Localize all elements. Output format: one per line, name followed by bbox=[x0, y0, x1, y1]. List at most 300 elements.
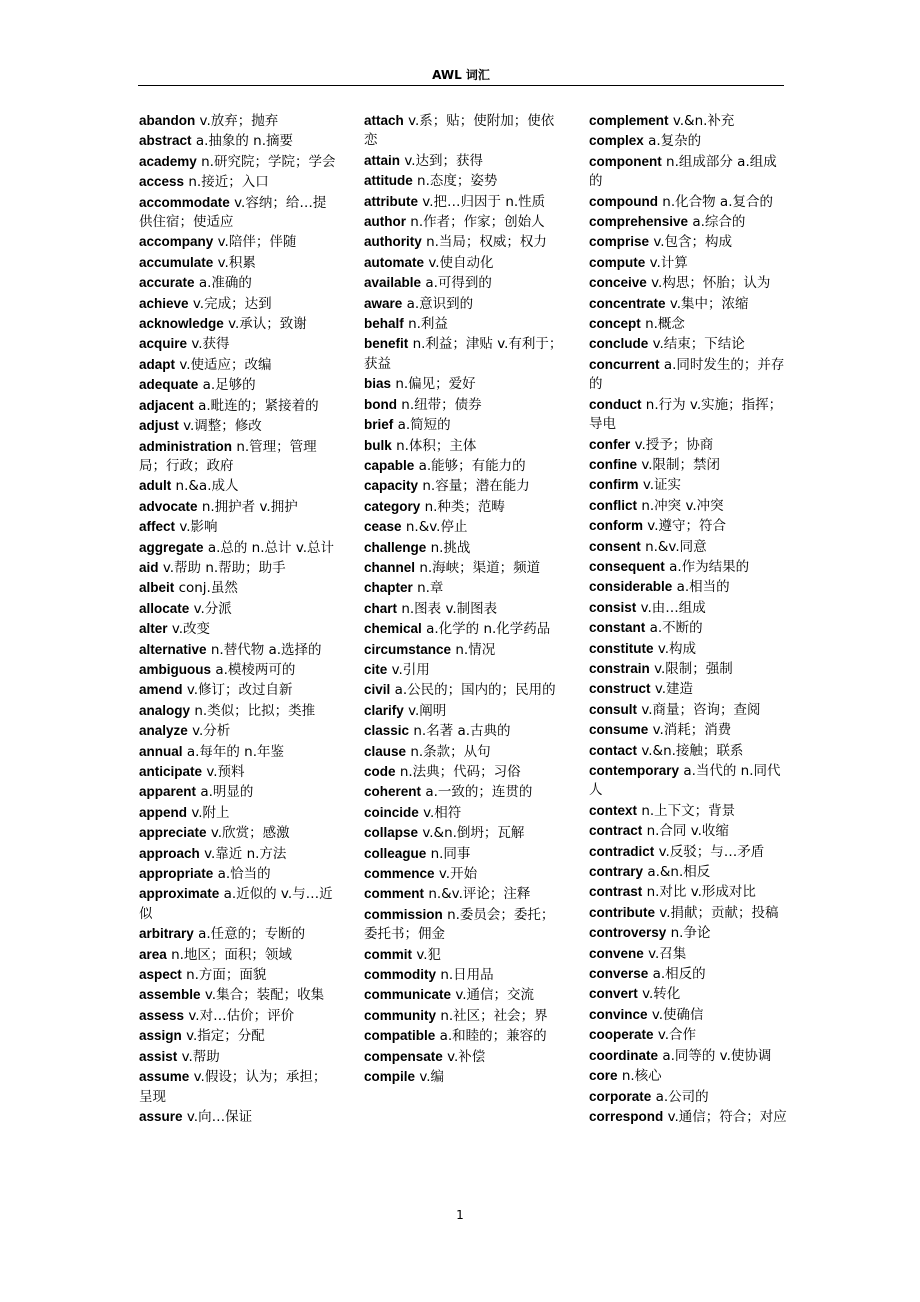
vocab-definition: a.公司的 bbox=[655, 1088, 709, 1105]
vocab-entry bbox=[364, 497, 564, 517]
vocab-word: attain bbox=[364, 152, 401, 168]
vocab-definition: a.和睦的；兼容的 bbox=[439, 1028, 547, 1045]
vocab-entry bbox=[139, 355, 339, 375]
vocab-entry bbox=[589, 435, 789, 455]
vocab-entry bbox=[589, 1005, 789, 1025]
vocab-word: contract bbox=[589, 823, 643, 839]
vocab-entry bbox=[364, 884, 564, 904]
vocab-definition: v.积累 bbox=[217, 254, 256, 271]
vocab-word: converse bbox=[589, 966, 649, 982]
vocab-word: cooperate bbox=[589, 1027, 654, 1043]
vocab-definition: a.抽象的 n.摘要 bbox=[195, 133, 294, 150]
vocab-entry bbox=[139, 273, 339, 293]
vocab-entry bbox=[139, 1026, 339, 1046]
vocab-entry bbox=[139, 782, 339, 802]
vocab-entry bbox=[139, 660, 339, 680]
vocab-word: contrary bbox=[589, 864, 644, 880]
vocab-definition: n.委员会；委托；委托书；佣金 bbox=[364, 906, 555, 943]
vocab-word: accurate bbox=[139, 275, 195, 291]
page-number: 1 bbox=[456, 1208, 464, 1222]
vocab-definition: v.&n.接触；联系 bbox=[641, 742, 744, 759]
vocab-word: approach bbox=[139, 845, 200, 861]
vocab-definition: n.态度；姿势 bbox=[417, 173, 498, 190]
vocab-word: corporate bbox=[589, 1088, 652, 1104]
vocab-definition: v.由…组成 bbox=[640, 599, 706, 616]
vocab-entry bbox=[364, 864, 564, 884]
vocab-word: constitute bbox=[589, 640, 654, 656]
vocab-column-1 bbox=[139, 111, 339, 1127]
vocab-definition: v.相符 bbox=[423, 804, 462, 821]
vocab-word: annual bbox=[139, 743, 183, 759]
vocab-definition: v.达到；获得 bbox=[404, 152, 484, 169]
vocab-definition: a.当代的 n.同代人 bbox=[589, 763, 781, 799]
vocab-definition: a.能够；有能力的 bbox=[418, 457, 526, 474]
vocab-word: category bbox=[364, 498, 421, 514]
vocab-word: behalf bbox=[364, 316, 404, 332]
vocab-entry bbox=[139, 437, 339, 477]
vocab-word: concept bbox=[589, 316, 641, 332]
vocab-entry bbox=[139, 396, 339, 416]
vocab-word: challenge bbox=[364, 539, 427, 555]
vocab-definition: n.图表 v.制图表 bbox=[401, 600, 498, 617]
vocab-entry bbox=[589, 618, 789, 638]
vocab-entry bbox=[139, 172, 339, 192]
vocab-entry bbox=[589, 557, 789, 577]
vocab-entry bbox=[364, 1026, 564, 1046]
vocab-entry bbox=[139, 762, 339, 782]
vocab-definition: a.准确的 bbox=[198, 275, 252, 292]
vocab-entry bbox=[364, 456, 564, 476]
vocab-word: assign bbox=[139, 1028, 182, 1044]
vocab-entry bbox=[589, 475, 789, 495]
vocab-word: conclude bbox=[589, 336, 649, 352]
vocab-definition: v.附上 bbox=[191, 804, 230, 821]
vocab-definition: v.证实 bbox=[642, 477, 682, 494]
vocab-definition: v.分派 bbox=[193, 600, 232, 617]
vocab-word: accommodate bbox=[139, 194, 230, 210]
vocab-entry bbox=[139, 1067, 339, 1107]
vocab-word: consume bbox=[589, 722, 649, 738]
vocab-entry bbox=[139, 640, 339, 660]
vocab-definition: v.改变 bbox=[171, 621, 211, 638]
vocab-definition: a.复杂的 bbox=[648, 133, 702, 150]
vocab-definition: n.方面；面貌 bbox=[186, 967, 267, 984]
vocab-word: automate bbox=[364, 254, 425, 270]
vocab-entry bbox=[364, 985, 564, 1005]
vocab-entry bbox=[364, 721, 564, 741]
vocab-entry bbox=[139, 538, 339, 558]
vocab-definition: n.利益；津贴 v.有利于；获益 bbox=[364, 336, 563, 372]
vocab-definition: v.靠近 n.方法 bbox=[204, 845, 287, 862]
vocab-entry bbox=[364, 742, 564, 762]
vocab-word: context bbox=[589, 802, 638, 818]
vocab-definition: n.拥护者 v.拥护 bbox=[201, 498, 298, 515]
vocab-word: compute bbox=[589, 254, 646, 270]
vocab-definition: n.当局；权威；权力 bbox=[426, 234, 547, 251]
vocab-definition: n.&a.成人 bbox=[175, 478, 239, 495]
vocab-word: convene bbox=[589, 945, 644, 961]
vocab-definition: v.通信；符合；对应 bbox=[667, 1108, 787, 1125]
vocab-entry bbox=[139, 375, 339, 395]
vocab-definition: a.相当的 bbox=[676, 579, 730, 596]
vocab-word: aid bbox=[139, 559, 159, 575]
vocab-word: available bbox=[364, 275, 422, 291]
vocab-definition: n.海峡；渠道；频道 bbox=[419, 559, 541, 576]
vocab-entry bbox=[139, 680, 339, 700]
vocab-definition: a.一致的；连贯的 bbox=[425, 784, 533, 801]
vocab-word: convince bbox=[589, 1006, 648, 1022]
vocab-definition: n.章 bbox=[417, 580, 444, 597]
vocab-entry bbox=[589, 741, 789, 761]
vocab-definition: v.指定；分配 bbox=[186, 1028, 265, 1045]
vocab-word: advocate bbox=[139, 498, 198, 514]
vocab-word: accumulate bbox=[139, 254, 214, 270]
vocab-definition: v.商量；咨询；查阅 bbox=[641, 701, 761, 718]
vocab-entry bbox=[364, 701, 564, 721]
vocab-definition: a.足够的 bbox=[202, 377, 256, 394]
vocab-definition: a.模棱两可的 bbox=[215, 661, 296, 678]
vocab-entry bbox=[139, 599, 339, 619]
vocab-word: consult bbox=[589, 701, 638, 717]
vocab-word: abandon bbox=[139, 113, 196, 128]
vocab-definition: a.&n.相反 bbox=[647, 864, 711, 881]
vocab-entry bbox=[589, 577, 789, 597]
vocab-column-3 bbox=[589, 111, 789, 1127]
vocab-word: convert bbox=[589, 986, 638, 1002]
vocab-definition: v.帮助 bbox=[181, 1048, 220, 1065]
vocab-definition: v.欣赏；感激 bbox=[210, 825, 290, 842]
vocab-definition: v.转化 bbox=[642, 986, 681, 1003]
vocab-entry bbox=[139, 742, 339, 762]
vocab-word: bond bbox=[364, 396, 397, 412]
vocab-entry bbox=[364, 171, 564, 191]
vocab-word: consequent bbox=[589, 558, 665, 574]
vocab-entry bbox=[589, 273, 789, 293]
vocab-definition: n.情况 bbox=[455, 641, 496, 658]
vocab-word: chemical bbox=[364, 621, 422, 637]
vocab-definition: n.&v.停止 bbox=[405, 519, 468, 536]
vocab-definition: v.承认；致谢 bbox=[228, 316, 307, 333]
vocab-word: compatible bbox=[364, 1028, 436, 1044]
vocab-word: contribute bbox=[589, 904, 655, 920]
vocab-entry bbox=[139, 803, 339, 823]
vocab-definition: v.使自动化 bbox=[428, 254, 494, 271]
vocab-word: comprise bbox=[589, 234, 650, 250]
vocab-word: analogy bbox=[139, 702, 191, 718]
vocab-word: attach bbox=[364, 113, 404, 128]
vocab-entry bbox=[139, 701, 339, 721]
vocab-word: compound bbox=[589, 193, 658, 209]
vocab-definition: v.通信；交流 bbox=[455, 987, 535, 1004]
vocab-word: clause bbox=[364, 743, 407, 759]
vocab-word: assist bbox=[139, 1048, 178, 1064]
vocab-word: civil bbox=[364, 682, 391, 698]
vocab-definition: n.利益 bbox=[408, 316, 448, 333]
vocab-word: considerable bbox=[589, 579, 673, 595]
vocab-entry bbox=[139, 721, 339, 741]
vocab-word: aggregate bbox=[139, 539, 204, 555]
vocab-definition: v.获得 bbox=[191, 336, 230, 353]
vocab-definition: a.明显的 bbox=[200, 784, 254, 801]
vocab-entry bbox=[589, 944, 789, 964]
vocab-entry bbox=[589, 882, 789, 902]
vocab-definition: n.名著 a.古典的 bbox=[413, 723, 511, 740]
vocab-definition: v.犯 bbox=[416, 946, 442, 963]
vocab-definition: v.开始 bbox=[438, 866, 478, 883]
vocab-entry bbox=[589, 720, 789, 740]
vocab-definition: n.管理；管理局；行政；政府 bbox=[139, 438, 317, 474]
vocab-entry bbox=[139, 152, 339, 172]
vocab-entry bbox=[364, 294, 564, 314]
vocab-word: communicate bbox=[364, 987, 452, 1003]
vocab-word: achieve bbox=[139, 295, 189, 311]
vocab-entry bbox=[139, 416, 339, 436]
vocab-word: access bbox=[139, 174, 185, 190]
vocab-entry bbox=[364, 232, 564, 252]
vocab-word: comment bbox=[364, 886, 425, 902]
vocab-word: circumstance bbox=[364, 641, 452, 657]
vocab-word: alter bbox=[139, 621, 168, 637]
vocab-word: aspect bbox=[139, 967, 182, 983]
vocab-entry bbox=[589, 903, 789, 923]
vocab-entry bbox=[364, 578, 564, 598]
vocab-definition: n.&v.评论；注释 bbox=[428, 886, 531, 903]
vocab-entry bbox=[139, 517, 339, 537]
vocab-definition: conj.虽然 bbox=[178, 580, 238, 597]
vocab-entry bbox=[139, 985, 339, 1005]
vocab-definition: a.毗连的；紧接着的 bbox=[198, 397, 319, 414]
vocab-word: append bbox=[139, 804, 188, 820]
vocab-word: coordinate bbox=[589, 1047, 659, 1063]
vocab-entry bbox=[364, 619, 564, 639]
vocab-entry bbox=[139, 1006, 339, 1026]
vocab-entry bbox=[364, 111, 564, 151]
vocab-definition: v.捐献；贡献；投稿 bbox=[659, 904, 779, 921]
vocab-word: allocate bbox=[139, 600, 190, 616]
vocab-entry bbox=[589, 821, 789, 841]
vocab-entry bbox=[364, 558, 564, 578]
vocab-entry bbox=[364, 538, 564, 558]
vocab-definition: v.补偿 bbox=[447, 1048, 486, 1065]
vocab-word: chart bbox=[364, 600, 398, 616]
vocab-definition: n.概念 bbox=[645, 316, 685, 333]
vocab-definition: n.对比 v.形成对比 bbox=[646, 884, 756, 901]
vocab-definition: n.作者；作家；创始人 bbox=[410, 214, 545, 231]
vocab-definition: v.向…保证 bbox=[186, 1108, 253, 1125]
vocab-entry bbox=[139, 111, 339, 131]
vocab-entry bbox=[589, 355, 789, 395]
vocab-definition: v.放弃；抛弃 bbox=[199, 113, 279, 129]
vocab-word: coincide bbox=[364, 804, 419, 820]
vocab-word: contemporary bbox=[589, 763, 680, 778]
vocab-word: authority bbox=[364, 234, 422, 250]
vocab-word: adult bbox=[139, 478, 172, 494]
vocab-entry bbox=[589, 1087, 789, 1107]
vocab-entry bbox=[364, 1047, 564, 1067]
vocab-definition: a.同时发生的；并存的 bbox=[589, 356, 785, 393]
vocab-definition: n.研究院；学院；学会 bbox=[201, 153, 336, 170]
vocab-word: channel bbox=[364, 559, 416, 575]
vocab-entry bbox=[364, 1006, 564, 1026]
vocab-definition: a.综合的 bbox=[692, 214, 746, 231]
vocab-word: attribute bbox=[364, 193, 418, 209]
vocab-word: capacity bbox=[364, 478, 419, 494]
vocab-word: benefit bbox=[364, 336, 409, 352]
vocab-entry bbox=[139, 1107, 339, 1127]
vocab-entry bbox=[139, 253, 339, 273]
vocab-definition: v.包含；构成 bbox=[653, 234, 733, 251]
vocab-word: adapt bbox=[139, 356, 176, 372]
vocab-definition: n.容量；潜在能力 bbox=[422, 478, 530, 495]
vocab-entry bbox=[589, 639, 789, 659]
vocab-word: confer bbox=[589, 436, 631, 452]
vocab-entry bbox=[139, 578, 339, 598]
vocab-definition: n.体积；主体 bbox=[396, 437, 477, 454]
vocab-definition: v.假设；认为；承担；呈现 bbox=[139, 1069, 327, 1105]
vocab-definition: v.集中；浓缩 bbox=[669, 295, 749, 312]
vocab-word: assume bbox=[139, 1069, 190, 1085]
vocab-entry bbox=[364, 517, 564, 537]
vocab-word: alternative bbox=[139, 641, 207, 657]
vocab-word: confirm bbox=[589, 477, 639, 493]
vocab-entry bbox=[364, 374, 564, 394]
vocab-entry bbox=[364, 905, 564, 945]
vocab-entry bbox=[139, 232, 339, 252]
vocab-definition: v.帮助 n.帮助；助手 bbox=[162, 559, 286, 576]
vocab-entry bbox=[364, 762, 564, 782]
vocab-entry bbox=[364, 640, 564, 660]
vocab-word: compensate bbox=[364, 1048, 443, 1064]
vocab-definition: v.召集 bbox=[648, 945, 687, 962]
vocab-definition: v.使确信 bbox=[651, 1006, 704, 1023]
vocab-definition: n.冲突 v.冲突 bbox=[641, 497, 724, 514]
vocab-word: bulk bbox=[364, 437, 392, 453]
vocab-definition: n.行为 v.实施；指挥；导电 bbox=[589, 396, 783, 433]
vocab-word: academy bbox=[139, 153, 197, 169]
vocab-word: capable bbox=[364, 457, 415, 473]
vocab-entry bbox=[364, 212, 564, 232]
vocab-entry bbox=[364, 965, 564, 985]
vocab-definition: v.计算 bbox=[649, 254, 688, 271]
vocab-word: bias bbox=[364, 376, 392, 392]
vocab-definition: v.&n.补充 bbox=[672, 113, 735, 129]
vocab-entry bbox=[364, 803, 564, 823]
vocab-definition: v.分析 bbox=[192, 723, 231, 740]
vocab-word: construct bbox=[589, 681, 651, 697]
vocab-entry bbox=[589, 801, 789, 821]
vocab-entry bbox=[589, 679, 789, 699]
vocab-word: commodity bbox=[364, 967, 437, 983]
vocab-word: approximate bbox=[139, 886, 220, 902]
vocab-word: adequate bbox=[139, 377, 199, 393]
vocab-entry bbox=[364, 945, 564, 965]
vocab-word: apparent bbox=[139, 784, 197, 800]
vocab-word: constant bbox=[589, 620, 646, 636]
vocab-word: assemble bbox=[139, 987, 201, 1003]
vocab-definition: n.同事 bbox=[430, 845, 471, 862]
vocab-definition: v.遵守；符合 bbox=[647, 518, 727, 535]
vocab-word: comprehensive bbox=[589, 214, 689, 230]
vocab-definition: v.阐明 bbox=[408, 702, 447, 719]
vocab-entry bbox=[589, 192, 789, 212]
vocab-entry bbox=[139, 131, 339, 151]
vocab-entry bbox=[364, 782, 564, 802]
vocab-word: cease bbox=[364, 519, 402, 535]
vocab-word: adjacent bbox=[139, 397, 194, 413]
vocab-word: affect bbox=[139, 519, 176, 535]
vocab-definition: n.法典；代码；习俗 bbox=[399, 764, 521, 780]
vocab-definition: a.作为结果的 bbox=[669, 558, 750, 575]
vocab-definition: a.可得到的 bbox=[425, 275, 492, 292]
vocab-definition: v.容纳；给…提供住宿；使适应 bbox=[139, 194, 327, 231]
header-rule bbox=[138, 85, 784, 86]
vocab-definition: a.同等的 v.使协调 bbox=[662, 1047, 772, 1064]
vocab-word: author bbox=[364, 214, 406, 230]
vocab-definition: n.核心 bbox=[621, 1068, 662, 1085]
vocab-definition: n.替代物 a.选择的 bbox=[210, 641, 322, 658]
vocab-entry bbox=[589, 659, 789, 679]
vocab-entry bbox=[139, 476, 339, 496]
vocab-word: controversy bbox=[589, 925, 667, 941]
vocab-word: compile bbox=[364, 1069, 416, 1085]
vocab-entry bbox=[364, 192, 564, 212]
vocab-entry bbox=[589, 862, 789, 882]
vocab-entry bbox=[139, 193, 339, 233]
vocab-definition: a.恰当的 bbox=[217, 866, 271, 883]
vocab-entry bbox=[589, 598, 789, 618]
vocab-definition: n.条款；从句 bbox=[410, 743, 491, 760]
vocab-entry bbox=[139, 334, 339, 354]
vocab-word: classic bbox=[364, 723, 410, 739]
vocab-word: consent bbox=[589, 538, 641, 554]
vocab-definition: n.接近；入口 bbox=[188, 174, 269, 191]
vocab-word: acknowledge bbox=[139, 316, 224, 332]
vocab-definition: v.影响 bbox=[179, 519, 218, 536]
vocab-word: complex bbox=[589, 133, 644, 149]
vocab-definition: v.调整；修改 bbox=[183, 418, 262, 435]
vocab-definition: v.反驳；与…矛盾 bbox=[658, 843, 765, 860]
vocab-word: contradict bbox=[589, 843, 655, 859]
vocab-word: attitude bbox=[364, 173, 413, 189]
vocab-entry bbox=[364, 1067, 564, 1087]
vocab-word: consist bbox=[589, 599, 637, 615]
vocab-entry bbox=[589, 152, 789, 192]
vocab-entry bbox=[364, 253, 564, 273]
vocab-definition: a.公民的；国内的；民用的 bbox=[394, 682, 556, 699]
vocab-word: commission bbox=[364, 906, 443, 922]
vocab-word: abstract bbox=[139, 133, 192, 149]
vocab-word: assess bbox=[139, 1007, 185, 1023]
vocab-entry bbox=[589, 537, 789, 557]
vocab-entry bbox=[364, 599, 564, 619]
vocab-definition: v.结束；下结论 bbox=[652, 336, 745, 353]
vocab-definition: n.化合物 a.复合的 bbox=[662, 193, 773, 210]
vocab-definition: v.合作 bbox=[657, 1027, 697, 1044]
vocab-entry bbox=[589, 334, 789, 354]
vocab-word: concurrent bbox=[589, 356, 660, 372]
vocab-word: contrast bbox=[589, 884, 643, 900]
vocab-entry bbox=[364, 823, 564, 843]
vocab-word: core bbox=[589, 1068, 618, 1084]
vocab-definition: a.任意的；专断的 bbox=[198, 926, 306, 943]
vocab-definition: v.限制；禁闭 bbox=[641, 456, 721, 473]
vocab-entry bbox=[589, 496, 789, 516]
vocab-word: appropriate bbox=[139, 866, 214, 882]
vocab-definition: v.完成；达到 bbox=[192, 295, 272, 312]
vocab-entry bbox=[139, 314, 339, 334]
vocab-entry bbox=[139, 294, 339, 314]
vocab-definition: n.类似；比拟；类推 bbox=[194, 702, 316, 719]
